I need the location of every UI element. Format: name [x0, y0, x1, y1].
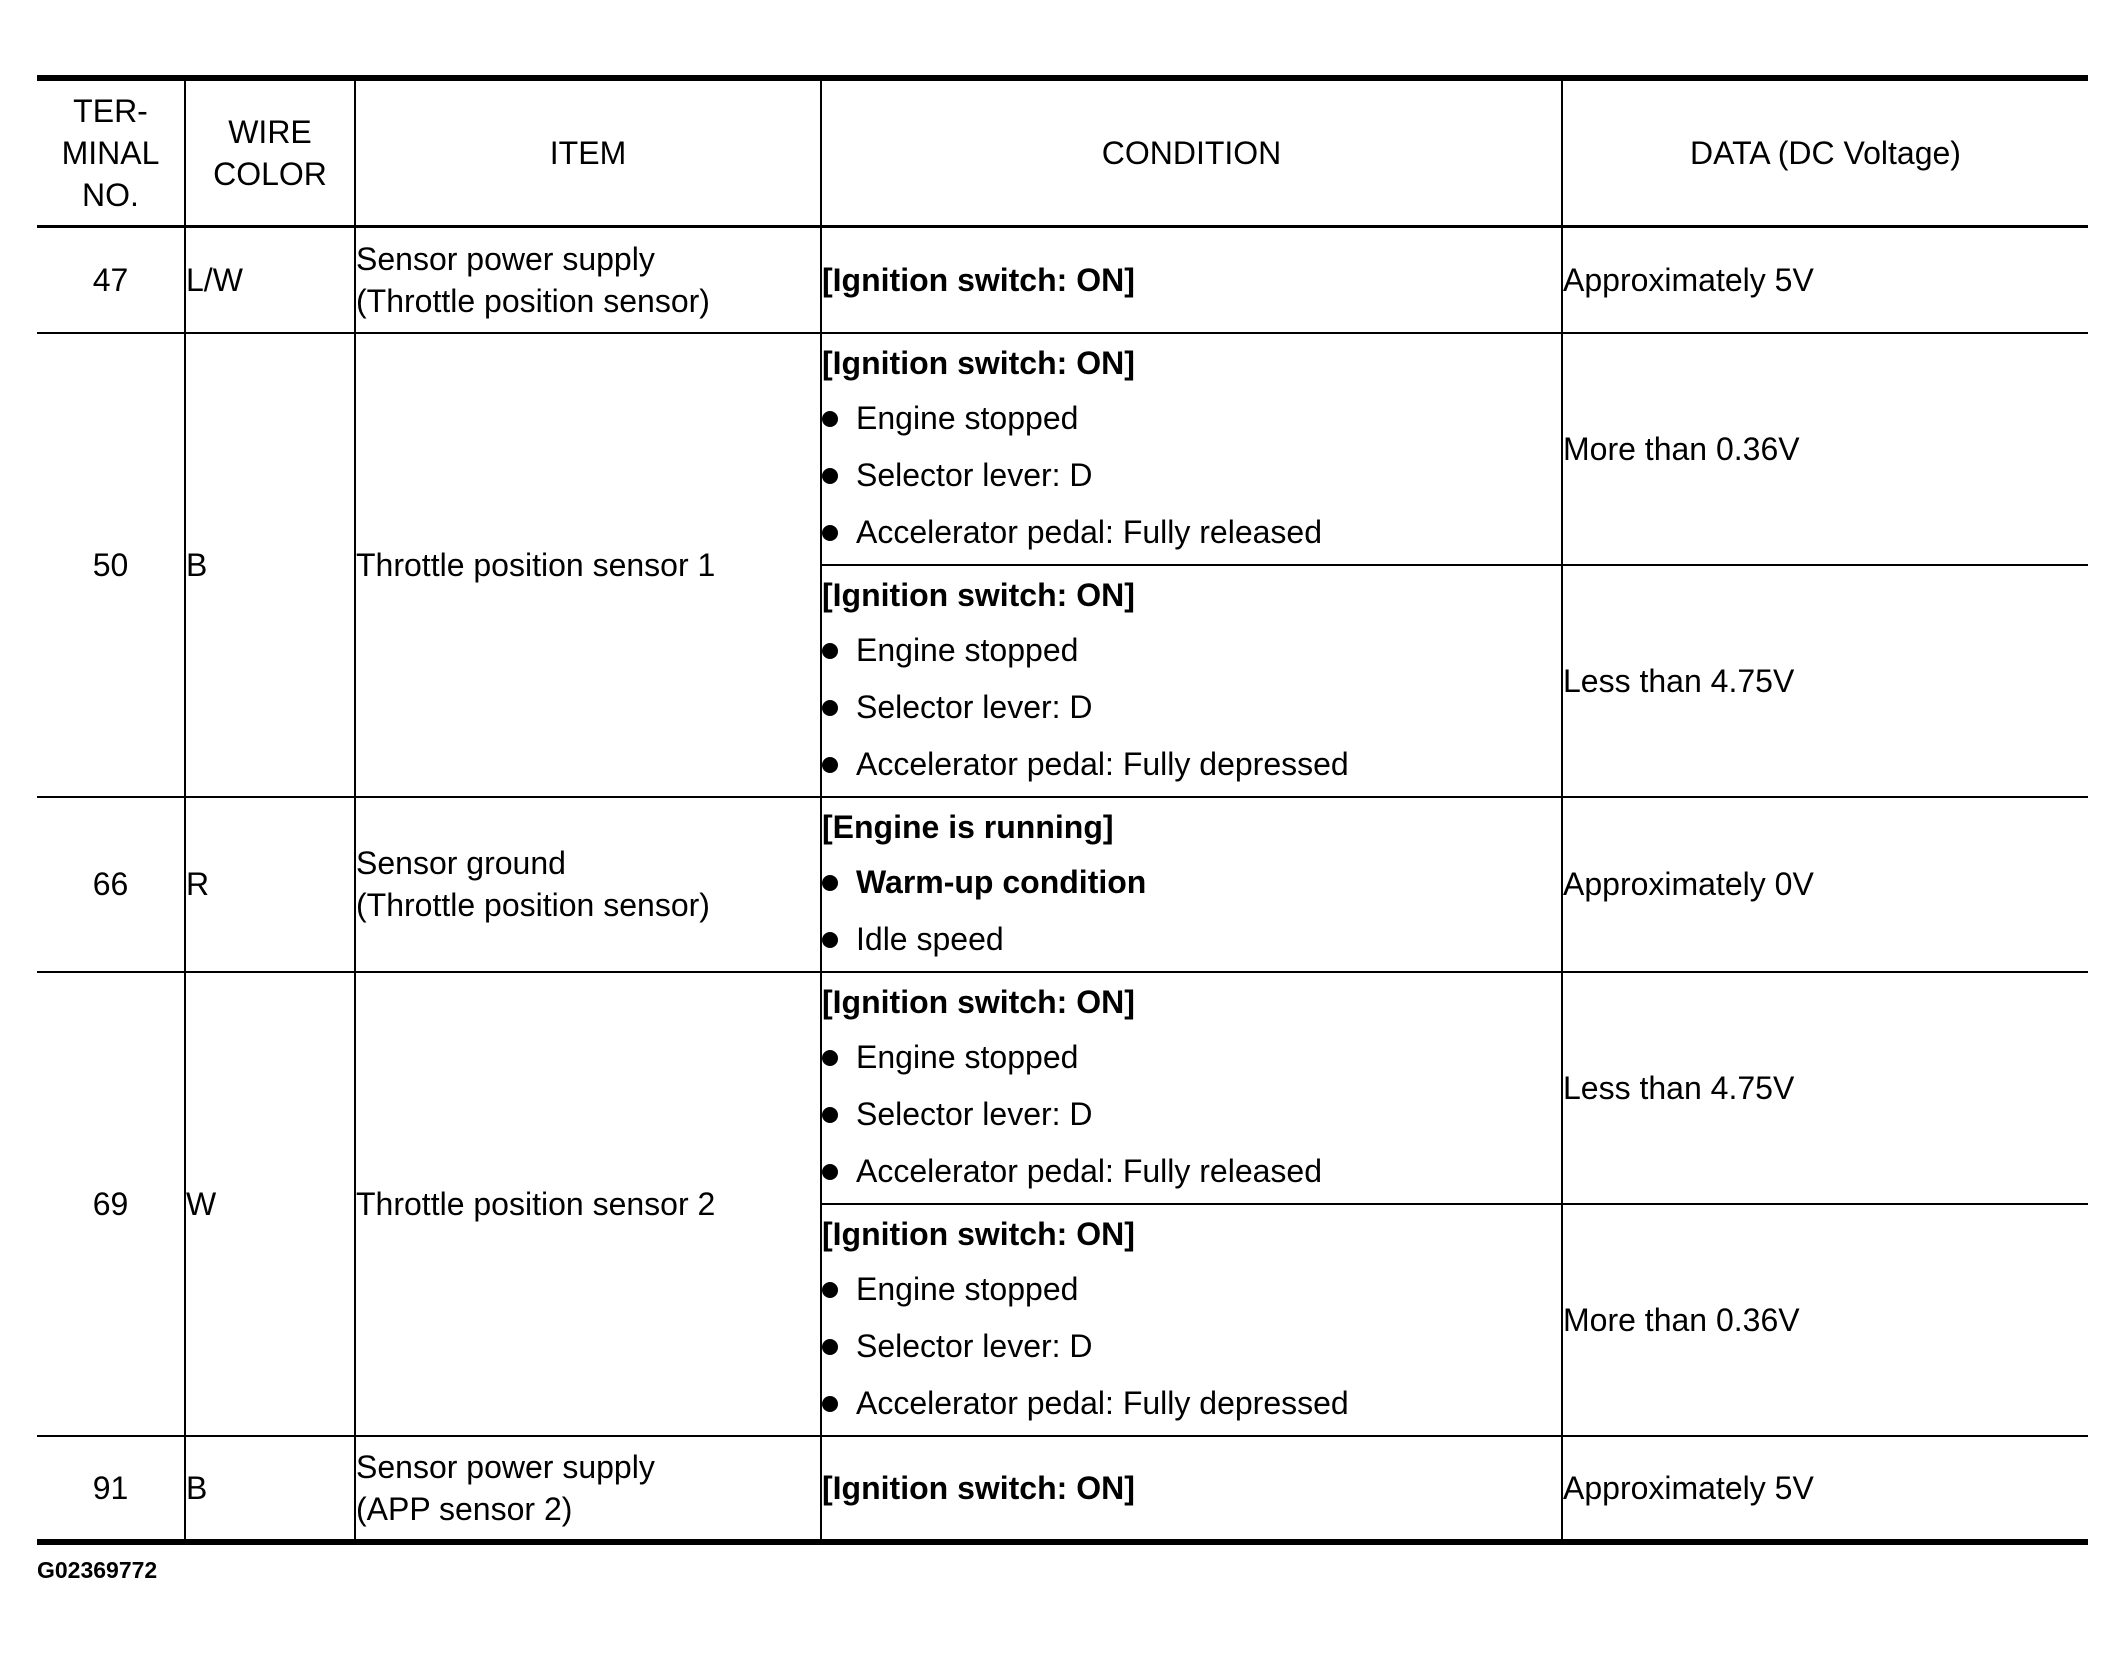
condition-bullet-text: Accelerator pedal: Fully released: [856, 514, 1323, 550]
bullet-dot-icon: [822, 411, 838, 427]
condition-cell: [821, 1204, 1562, 1436]
bullet-dot-icon: [822, 525, 838, 541]
bullet-dot-icon: [822, 875, 838, 891]
condition-bullet: [822, 390, 1561, 447]
bullet-dot-icon: [822, 1164, 838, 1180]
terminal-table: [37, 75, 2088, 1545]
bullet-dot-icon: [822, 1050, 838, 1066]
condition-heading: [Engine is running]: [822, 809, 1114, 845]
item-cell: [355, 1436, 821, 1542]
item-cell: [355, 972, 821, 1436]
header-row: [37, 78, 2088, 227]
table-row: [37, 1436, 2088, 1542]
data-value: Less than 4.75V: [1562, 972, 2088, 1204]
data-value: More than 0.36V: [1562, 333, 2088, 565]
bullet-dot-icon: [822, 643, 838, 659]
condition-bullet: [822, 504, 1561, 561]
item-cell: [355, 227, 821, 333]
condition-bullet: [822, 679, 1561, 736]
condition-bullet: [822, 1375, 1561, 1432]
condition-bullet: [822, 1318, 1561, 1375]
condition-bullet: [822, 736, 1561, 793]
condition-bullet-text: Selector lever: D: [856, 689, 1093, 725]
table-row: [37, 227, 2088, 333]
table-row: [37, 333, 2088, 565]
terminal-number: 91: [37, 1436, 185, 1542]
condition-bullet-text: Idle speed: [856, 921, 1004, 957]
data-value: Approximately 0V: [1562, 797, 2088, 972]
condition-bullet: [822, 447, 1561, 504]
condition-bullet: [822, 622, 1561, 679]
condition-heading: [Ignition switch: ON]: [822, 984, 1135, 1020]
header-item: ITEM: [355, 78, 821, 227]
header-terminal-line: MINAL: [61, 135, 160, 171]
table-row: [37, 797, 2088, 972]
figure-id: G02369772: [37, 1557, 158, 1583]
item-cell: [355, 333, 821, 797]
condition-bullet-text: Engine stopped: [856, 1039, 1079, 1075]
terminal-number: 69: [37, 972, 185, 1436]
condition-bullet-text: Selector lever: D: [856, 1096, 1093, 1132]
bullet-dot-icon: [822, 1396, 838, 1412]
bullet-dot-icon: [822, 932, 838, 948]
terminal-number: 66: [37, 797, 185, 972]
data-value: Approximately 5V: [1562, 1436, 2088, 1542]
header-terminal-line: TER-: [73, 93, 148, 129]
condition-bullet: [822, 1086, 1561, 1143]
condition-bullet-text: Warm-up condition: [856, 864, 1147, 900]
data-value: Approximately 5V: [1562, 227, 2088, 333]
condition-heading: [Ignition switch: ON]: [822, 1216, 1135, 1252]
wire-color: B: [185, 333, 355, 797]
item-line: Throttle position sensor 2: [356, 1185, 716, 1222]
bullet-dot-icon: [822, 700, 838, 716]
condition-cell: [821, 333, 1562, 565]
header-wire-color: [185, 78, 355, 227]
header-data: DATA (DC Voltage): [1562, 78, 2088, 227]
condition-bullet: [822, 911, 1561, 968]
data-value: More than 0.36V: [1562, 1204, 2088, 1436]
header-wire-line: WIRE: [228, 114, 312, 150]
wire-color: W: [185, 972, 355, 1436]
condition-cell: [821, 797, 1562, 972]
condition-cell: [821, 565, 1562, 797]
terminal-data-sheet: [37, 75, 2088, 1545]
item-line: (APP sensor 2): [356, 1490, 573, 1527]
header-terminal-line: NO.: [82, 177, 139, 213]
condition-cell: [821, 227, 1562, 333]
condition-bullet: [822, 854, 1561, 911]
condition-bullet-text: Engine stopped: [856, 1271, 1079, 1307]
condition-bullet-text: Selector lever: D: [856, 1328, 1093, 1364]
item-line: Sensor ground: [356, 845, 566, 881]
condition-bullet-text: Accelerator pedal: Fully depressed: [856, 746, 1349, 782]
item-line: Sensor power supply: [356, 240, 655, 277]
bullet-dot-icon: [822, 757, 838, 773]
item-line: Throttle position sensor 1: [356, 546, 716, 583]
condition-bullet: [822, 1143, 1561, 1200]
header-terminal-no: [37, 78, 185, 227]
item-line: (Throttle position sensor): [356, 887, 710, 923]
item-line: Sensor power supply: [356, 1448, 655, 1485]
wire-color: L/W: [185, 227, 355, 333]
condition-heading: [Ignition switch: ON]: [822, 261, 1135, 298]
data-value: Less than 4.75V: [1562, 565, 2088, 797]
condition-bullet-text: Accelerator pedal: Fully released: [856, 1153, 1323, 1189]
condition-bullet: [822, 1029, 1561, 1086]
condition-bullet-text: Engine stopped: [856, 632, 1079, 668]
wire-color: R: [185, 797, 355, 972]
bullet-dot-icon: [822, 1339, 838, 1355]
item-line: (Throttle position sensor): [356, 282, 710, 319]
item-cell: [355, 797, 821, 972]
condition-bullet: [822, 1261, 1561, 1318]
bullet-dot-icon: [822, 468, 838, 484]
bullet-dot-icon: [822, 1282, 838, 1298]
condition-cell: [821, 1436, 1562, 1542]
condition-heading: [Ignition switch: ON]: [822, 577, 1135, 613]
terminal-number: 47: [37, 227, 185, 333]
condition-heading: [Ignition switch: ON]: [822, 1469, 1135, 1506]
condition-cell: [821, 972, 1562, 1204]
terminal-number: 50: [37, 333, 185, 797]
condition-heading: [Ignition switch: ON]: [822, 345, 1135, 381]
condition-bullet-text: Engine stopped: [856, 400, 1079, 436]
condition-bullet-text: Accelerator pedal: Fully depressed: [856, 1385, 1349, 1421]
condition-bullet-text: Selector lever: D: [856, 457, 1093, 493]
header-condition: CONDITION: [821, 78, 1562, 227]
wire-color: B: [185, 1436, 355, 1542]
header-wire-line: COLOR: [213, 156, 327, 192]
bullet-dot-icon: [822, 1107, 838, 1123]
table-row: [37, 972, 2088, 1204]
